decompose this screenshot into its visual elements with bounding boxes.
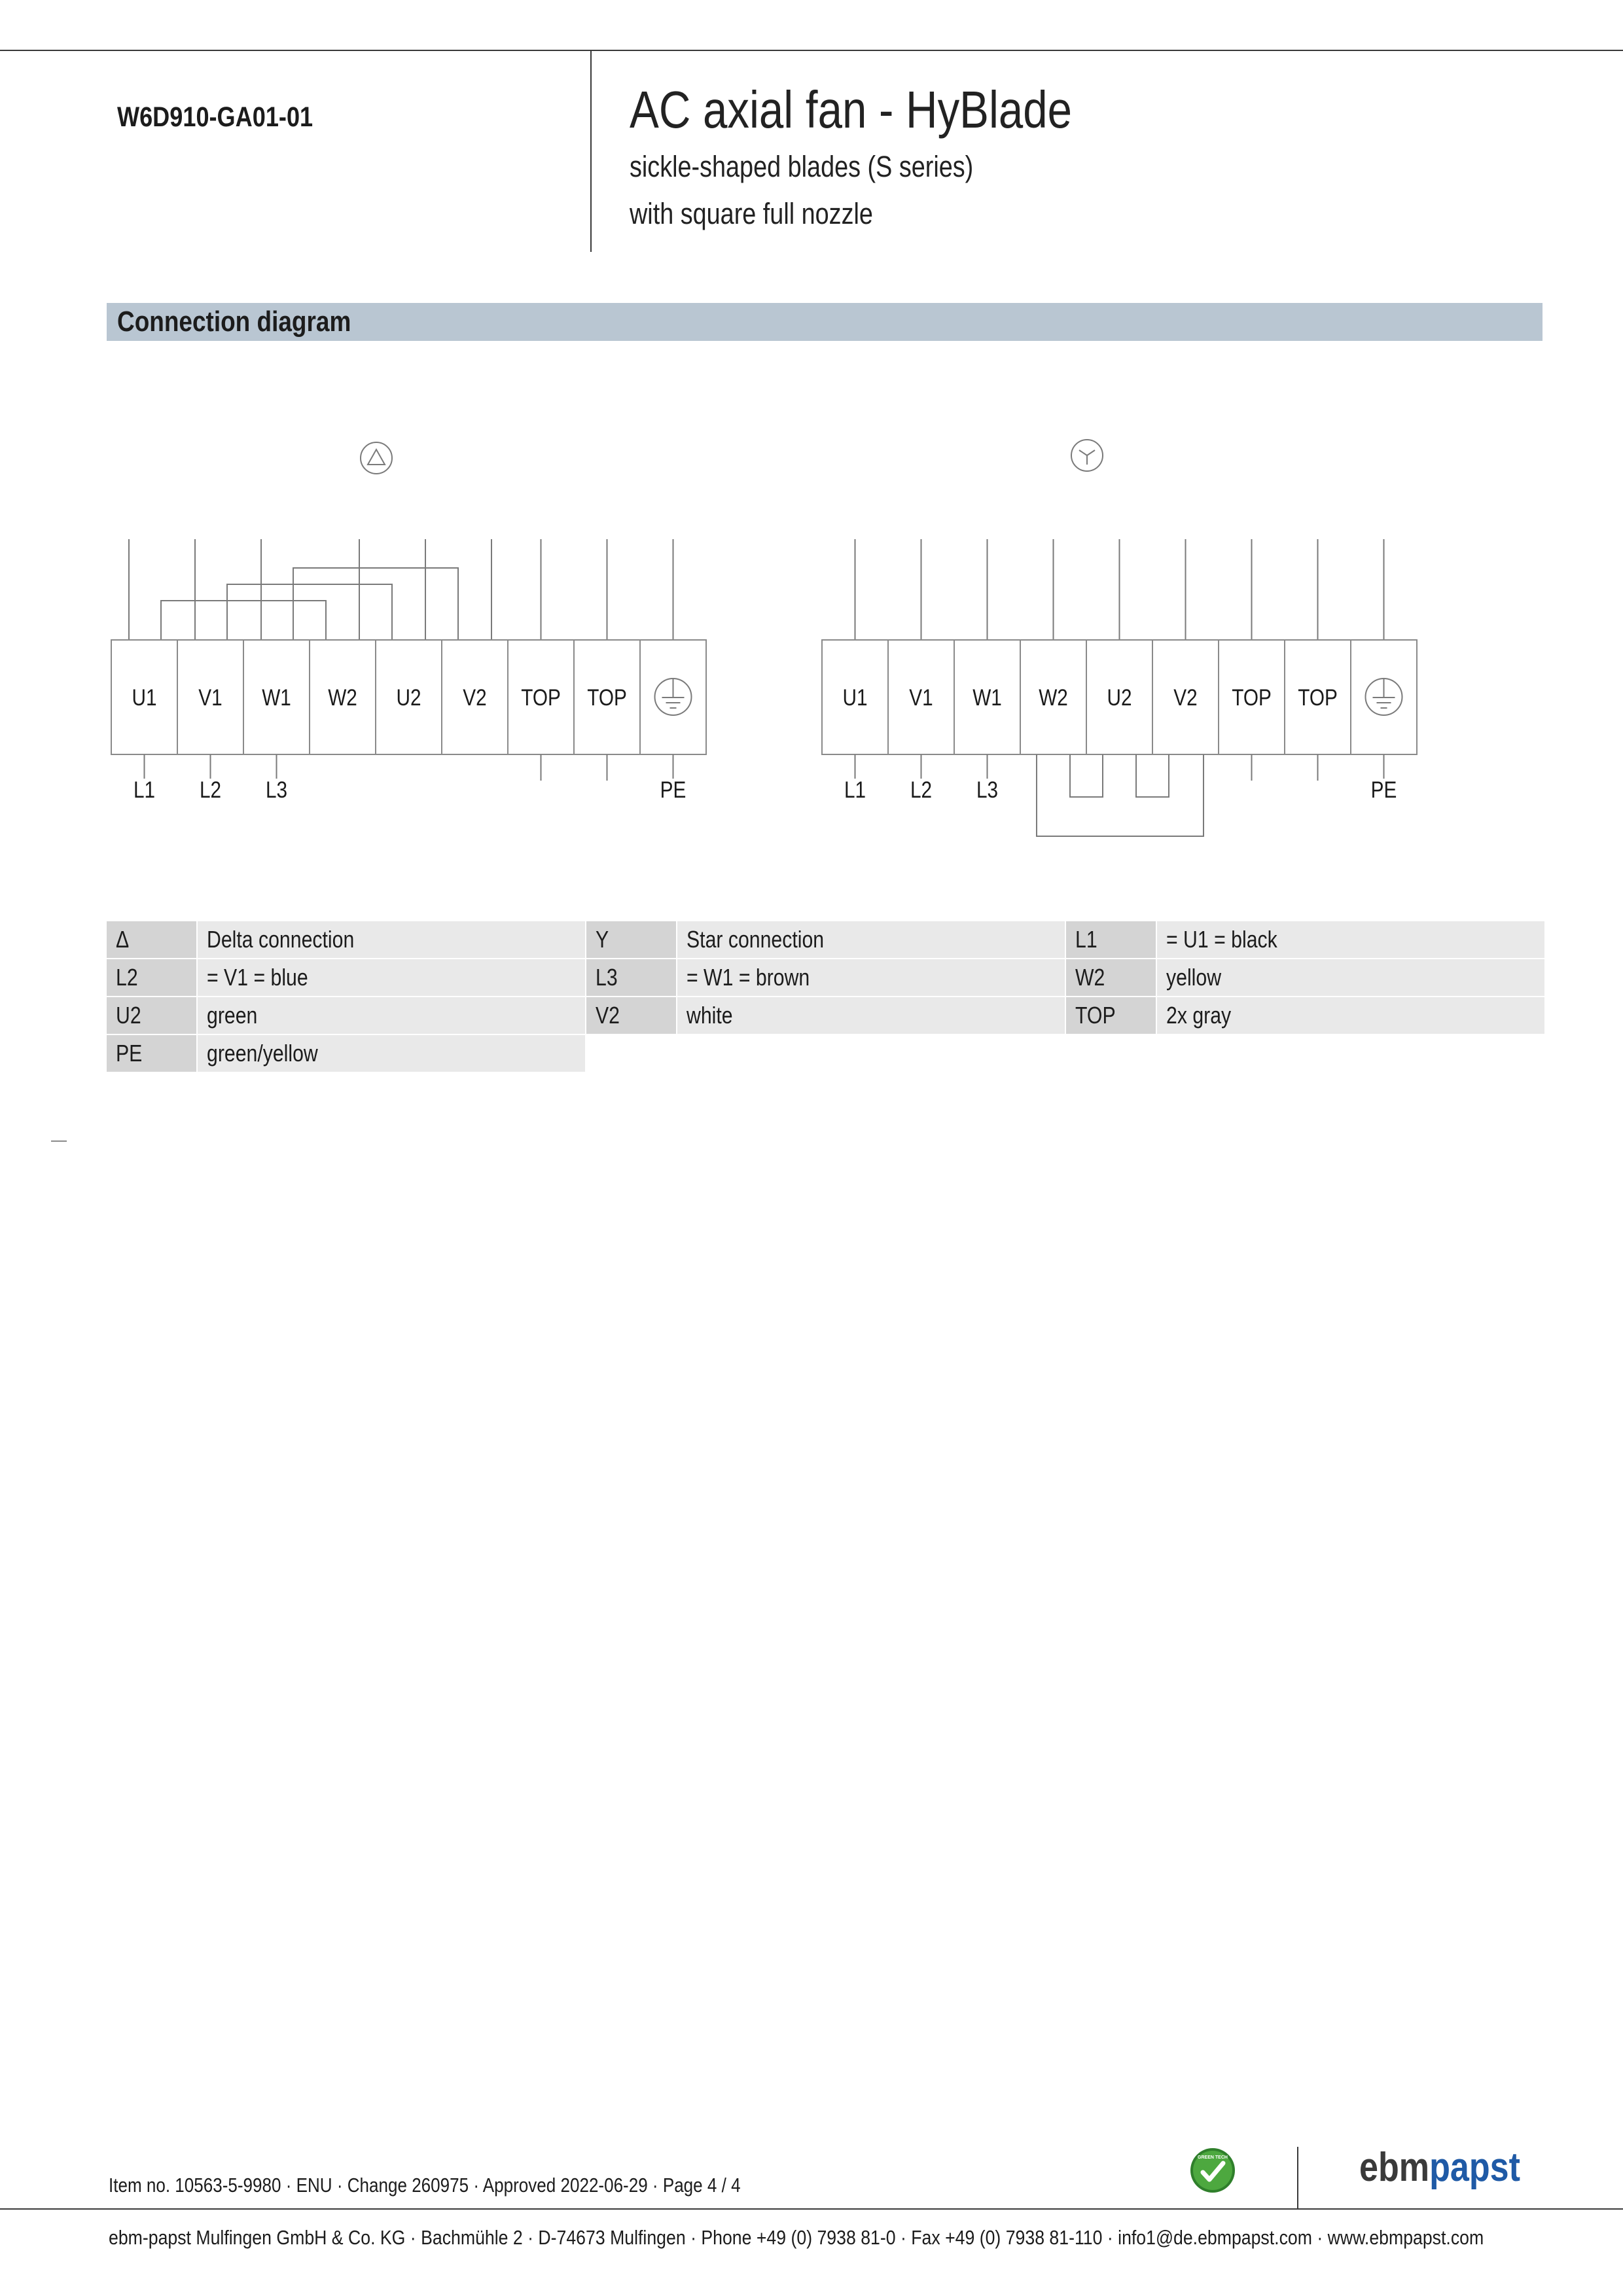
legend-key-cell [586,959,676,996]
legend-key: L3 [596,964,618,991]
item-info-text: Item no. 10563-5-9980 · ENU · Change 260975 · Approved 2022-06-29 · Page 4 / 4 [109,2174,741,2197]
legend-value-cell [198,921,585,958]
terminal-label: U2 [1107,684,1132,711]
top-rule [0,50,1623,51]
bridge-wire [293,568,458,640]
brand-logo-part-2: papst [1429,2145,1520,2190]
terminal-label: V1 [198,684,223,711]
footer-logo-divider [1297,2147,1298,2208]
symbol-circle [361,442,392,474]
bridge-wire [1037,754,1204,836]
terminal-block [111,640,706,754]
terminal-label: W2 [1039,684,1068,711]
terminal-label: V2 [1173,684,1198,711]
connection-diagram [0,406,1623,864]
bridge-wire [227,584,392,640]
legend-value: green [207,1002,258,1029]
delta-triangle [368,450,385,465]
header-left [117,100,350,134]
star-icon [1071,440,1103,471]
lead-label: L2 [199,777,222,803]
legend-key: V2 [596,1002,620,1029]
brand-logo-part-1: ebm [1359,2145,1430,2190]
legend-value-cell [198,1035,585,1072]
bridge-wire [161,601,326,640]
legend-key-cell [107,997,196,1034]
legend-value: green/yellow [207,1040,318,1067]
legend-key-cell [586,921,676,958]
lead-label: L3 [976,777,999,803]
legend-key-cell [107,959,196,996]
legend-value-cell [677,959,1065,996]
legend-key-cell [586,997,676,1034]
legend-value-cell [677,921,1065,958]
lead-label: PE [1370,777,1397,803]
terminal-block [822,640,1417,754]
green-tech-logo [1189,2147,1236,2194]
terminal-label: TOP [521,684,561,711]
legend-key-cell [1066,997,1156,1034]
brand-logo [1359,2145,1551,2191]
legend-key-cell [107,1035,196,1072]
subtitle-2: with square full nozzle [630,197,873,230]
subtitle-1: sickle-shaped blades (S series) [630,150,974,183]
legend-value: yellow [1166,964,1222,991]
legend-key: L1 [1075,926,1097,953]
legend-value: white [687,1002,733,1029]
bottom-rule [0,2208,1623,2210]
legend-value-cell [198,997,585,1034]
legend-key: TOP [1075,1002,1116,1029]
legend-key: PE [116,1040,143,1067]
legend-value: = W1 = brown [687,964,810,991]
legend-value-cell [1157,921,1544,958]
legend-key-cell [107,921,196,958]
lead-label: L1 [133,777,156,803]
legend-key: U2 [116,1002,141,1029]
delta-connection-diagram [111,442,706,803]
footer-company-info [109,2226,1623,2250]
legend-key: W2 [1075,964,1105,991]
legend-value: = V1 = blue [207,964,308,991]
legend-key: Δ [116,926,130,953]
page-title: AC axial fan - HyBlade [630,80,1073,139]
terminal-label: V1 [909,684,933,711]
section-title: Connection diagram [117,306,351,338]
delta-icon [361,442,392,474]
legend-value-cell [677,997,1065,1034]
company-info-text: ebm-papst Mulfingen GmbH & Co. KG · Bachmühle 2 · D-74673 Mulfingen · Phone +49 (0) 7938 81-0 · Fax +49 (0) 7938 81-110 · info1@de.ebmpapst.com · www.ebmpapst.com [109,2226,1484,2249]
header-subtitle-2-block [630,196,919,232]
star-arm [1087,450,1095,455]
lead-label: L2 [910,777,933,803]
terminal-label: TOP [1232,684,1272,711]
terminal-label: W1 [262,684,291,711]
lead-label: L3 [265,777,288,803]
footer-item-info [109,2174,861,2197]
legend-table [107,921,1544,1072]
legend-value: = U1 = black [1166,926,1277,953]
lead-label: L1 [844,777,866,803]
legend-value: Delta connection [207,926,355,953]
logo-text: GREEN TECH [1198,2155,1228,2160]
header-title-block [630,80,1156,140]
header-subtitle-1-block [630,149,1039,185]
item-code: W6D910-GA01-01 [117,101,313,133]
terminal-label: V2 [463,684,487,711]
legend-key: Y [596,926,609,953]
bridge-wire [1070,754,1103,797]
terminal-label: U2 [396,684,421,711]
terminal-label: U1 [132,684,157,711]
terminal-label: U1 [842,684,868,711]
bridge-wire [1136,754,1169,797]
header-divider [590,50,592,252]
legend-value: Star connection [687,926,825,953]
star-arm [1079,450,1087,455]
legend-value: 2x gray [1166,1002,1232,1029]
legend-key-cell [1066,959,1156,996]
fold-mark [51,1140,67,1142]
terminal-label: TOP [1298,684,1338,711]
legend-value-cell [1157,959,1544,996]
terminal-label: W1 [972,684,1002,711]
legend-value-cell [198,959,585,996]
lead-label: PE [660,777,687,803]
terminal-label: TOP [587,684,627,711]
legend-key-cell [1066,921,1156,958]
legend-key: L2 [116,964,138,991]
section-header-bar [107,303,1543,341]
star-connection-diagram [822,440,1417,836]
legend-value-cell [1157,997,1544,1034]
terminal-label: W2 [328,684,357,711]
